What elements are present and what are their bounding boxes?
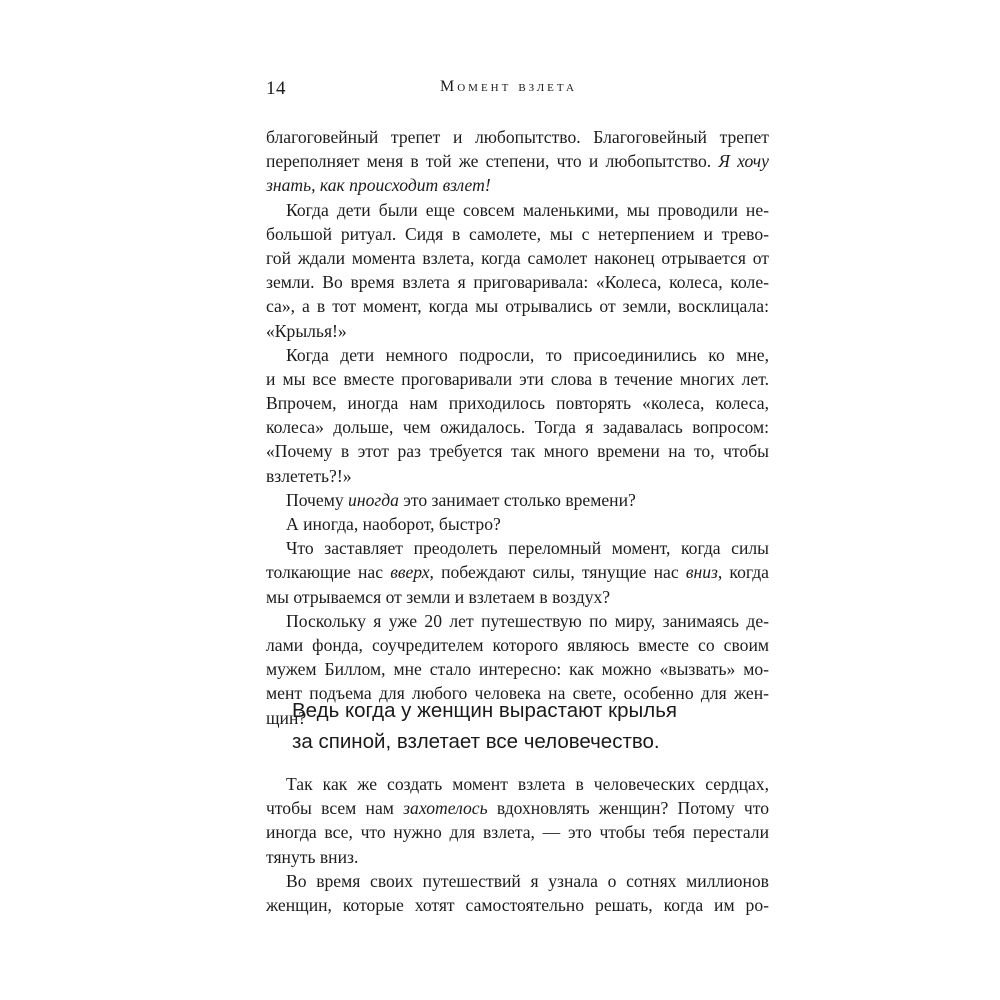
text-line bbox=[266, 125, 769, 149]
text-line bbox=[266, 657, 769, 681]
text-line bbox=[266, 512, 769, 536]
text-line bbox=[266, 820, 769, 844]
text-line bbox=[266, 772, 769, 796]
text-run: гой ждали момента взлета, когда самолет наконец отрывается от bbox=[266, 247, 769, 268]
text-run: щин? bbox=[266, 707, 307, 728]
text-run: «Почему в этот раз требуется так много времени на то, чтобы bbox=[266, 441, 769, 462]
text-line bbox=[266, 149, 769, 173]
italic-run: Я хочу bbox=[718, 151, 769, 172]
text-run: , когда bbox=[717, 562, 769, 583]
text-run: толкающие нас bbox=[266, 562, 391, 583]
text-run: мы отрываемся от земли и взлетаем в воздух? bbox=[266, 586, 611, 607]
text-line bbox=[266, 173, 769, 197]
text-run: Впрочем, иногда нам приходилось повторять «колеса, колеса, bbox=[266, 393, 769, 414]
pull-quote-line-1: Ведь когда у женщин вырастают крылья bbox=[292, 699, 677, 722]
text-line bbox=[266, 439, 769, 463]
pull-quote-line-2: за спиной, взлетает все человечество. bbox=[292, 730, 660, 753]
text-line bbox=[266, 796, 769, 820]
text-run: благоговейный трепет и любопытство. Благоговейный трепет bbox=[266, 127, 769, 147]
text-run: мужем Биллом, мне стало интересно: как можно «вызвать» мо- bbox=[266, 659, 769, 680]
text-line bbox=[266, 222, 769, 246]
text-run: , побеждают силы, тянущие нас bbox=[429, 562, 686, 583]
text-run: Когда дети немного подросли, то присоединились ко мне, bbox=[286, 344, 769, 365]
text-line bbox=[266, 633, 769, 657]
text-run: чтобы всем нам bbox=[266, 798, 404, 819]
italic-run: вниз bbox=[685, 562, 718, 583]
text-run: Что заставляет преодолеть переломный момент, когда силы bbox=[286, 538, 769, 559]
text-line bbox=[266, 609, 769, 633]
text-line bbox=[266, 246, 769, 270]
text-run: это занимает столько времени? bbox=[398, 489, 636, 510]
italic-run: вверх bbox=[390, 562, 430, 583]
text-run: Поскольку я уже 20 лет путешествую по миру, занимаясь де- bbox=[286, 610, 769, 631]
text-run: женщин, которые хотят самостоятельно решать, когда им ро- bbox=[266, 894, 769, 915]
text-run: са», а в тот момент, когда мы отрывались от земли, восклицала: bbox=[266, 296, 769, 317]
text-run: Когда дети были еще совсем маленькими, мы проводили не- bbox=[286, 199, 769, 220]
text-run: вдохновлять женщин? Потому что bbox=[487, 798, 769, 819]
page-number: 14 bbox=[266, 78, 286, 99]
text-line bbox=[266, 845, 769, 869]
text-line bbox=[266, 560, 769, 584]
text-line bbox=[266, 464, 769, 488]
text-run: большой ритуал. Сидя в самолете, мы с нетерпением и трево- bbox=[266, 223, 769, 244]
text-run: Почему bbox=[286, 489, 349, 510]
text-run: мент подъема для любого человека на свете, особенно для жен- bbox=[266, 683, 769, 704]
body-text-bottom bbox=[266, 772, 769, 917]
text-run: тянуть вниз. bbox=[266, 846, 359, 867]
text-line bbox=[266, 869, 769, 893]
text-line bbox=[266, 391, 769, 415]
text-line bbox=[266, 319, 769, 343]
text-run: колеса» дольше, чем ожидалось. Тогда я задавалась вопросом: bbox=[266, 417, 769, 438]
text-run: «Крылья!» bbox=[266, 320, 347, 341]
italic-run: иногда bbox=[348, 489, 399, 510]
text-line bbox=[266, 585, 769, 609]
text-run: и мы все вместе проговаривали эти слова в течение многих лет. bbox=[266, 368, 769, 389]
text-run: земли. Во время взлета я приговаривала: «Колеса, колеса, коле- bbox=[266, 272, 769, 293]
text-line bbox=[266, 294, 769, 318]
text-line bbox=[266, 893, 769, 917]
text-line bbox=[266, 343, 769, 367]
running-head: Момент взлета bbox=[440, 78, 577, 95]
text-run: А иногда, наоборот, быстро? bbox=[286, 514, 501, 534]
text-run: переполняет меня в той же степени, что и любопытство. bbox=[266, 151, 719, 172]
text-run: Во время своих путешествий я узнала о сотнях миллионов bbox=[286, 870, 769, 891]
text-line bbox=[266, 488, 769, 512]
text-line bbox=[266, 415, 769, 439]
italic-run: захотелось bbox=[403, 798, 488, 819]
text-run: Так как же создать момент взлета в человеческих сердцах, bbox=[286, 774, 769, 794]
italic-run: знать, как происходит взлет! bbox=[266, 175, 491, 196]
pull-quote bbox=[292, 695, 677, 757]
text-line bbox=[266, 270, 769, 294]
text-line bbox=[266, 367, 769, 391]
text-run: лами фонда, соучредителем которого являюсь вместе со своим bbox=[266, 634, 769, 655]
text-line bbox=[266, 198, 769, 222]
text-run: взлететь?!» bbox=[266, 465, 352, 486]
text-line bbox=[266, 536, 769, 560]
body-text-top bbox=[266, 125, 769, 730]
text-run: иногда все, что нужно для взлета, — это чтобы тебя перестали bbox=[266, 822, 769, 843]
